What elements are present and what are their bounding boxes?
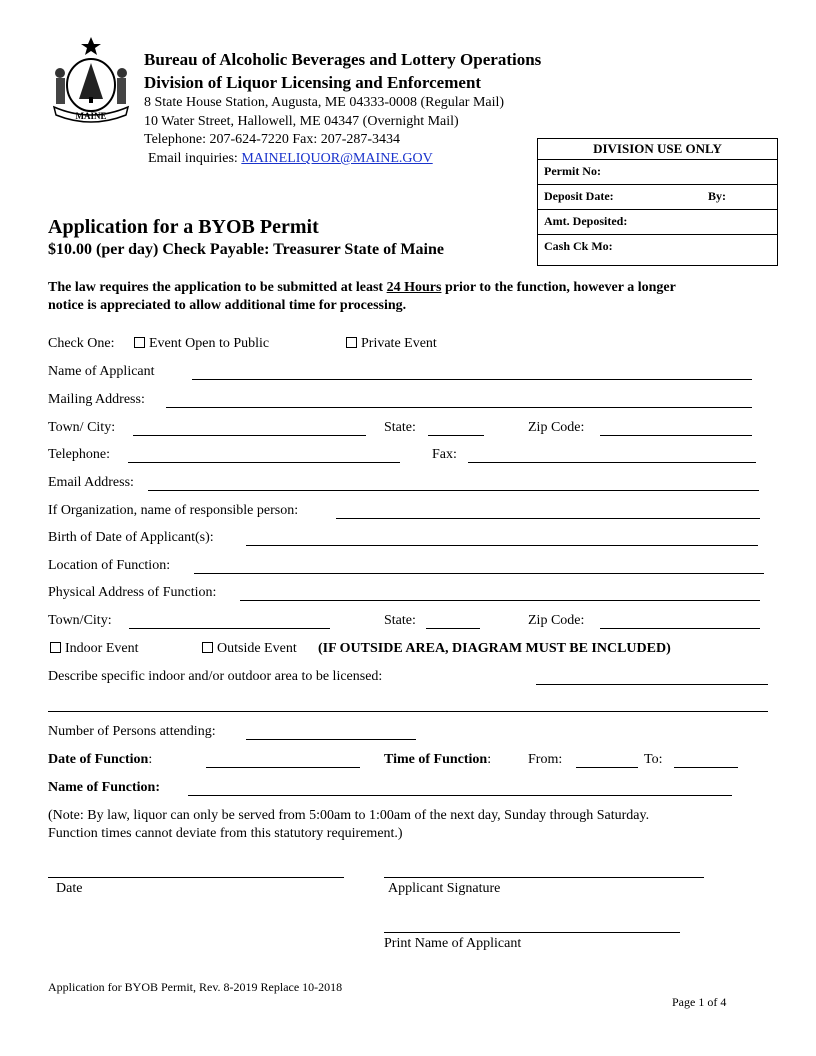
date-signature-label: Date bbox=[56, 881, 83, 896]
maine-state-seal bbox=[48, 33, 134, 127]
deposit-date-row: Deposit Date: By: bbox=[538, 184, 777, 209]
persons-label: Number of Persons attending: bbox=[48, 724, 216, 739]
address-regular: 8 State House Station, Augusta, ME 04333-0008 (Regular Mail) bbox=[144, 95, 505, 110]
state-label: State: bbox=[384, 420, 416, 435]
location-field[interactable] bbox=[194, 573, 764, 574]
town-city2-label: Town/City: bbox=[48, 613, 112, 628]
town-city2-field[interactable] bbox=[129, 628, 330, 629]
email-address-label: Email Address: bbox=[48, 475, 134, 490]
email-address-field[interactable] bbox=[148, 490, 759, 491]
date-function-field[interactable] bbox=[206, 767, 360, 768]
name-applicant-label: Name of Applicant bbox=[48, 364, 155, 379]
indoor-checkbox[interactable] bbox=[50, 642, 61, 653]
telephone-label: Telephone: bbox=[48, 447, 110, 462]
fax-label: Fax: bbox=[432, 447, 457, 462]
applicant-signature-field[interactable] bbox=[384, 877, 704, 878]
notice-line-1: The law requires the application to be submitted at least 24 Hours prior to the function, however a longer bbox=[48, 280, 676, 295]
from-label: From: bbox=[528, 752, 563, 767]
email-line bbox=[148, 151, 433, 167]
applicant-signature-label: Applicant Signature bbox=[388, 881, 501, 896]
to-label: To: bbox=[644, 752, 663, 767]
zip2-label: Zip Code: bbox=[528, 613, 585, 628]
svg-text:MAINE: MAINE bbox=[75, 111, 107, 121]
town-city-label: Town/ City: bbox=[48, 420, 116, 435]
to-field[interactable] bbox=[674, 767, 738, 768]
print-name-field[interactable] bbox=[384, 932, 680, 933]
zip-label: Zip Code: bbox=[528, 420, 585, 435]
bureau-name: Bureau of Alcoholic Beverages and Lottery Operations bbox=[144, 50, 542, 69]
zip-field[interactable] bbox=[600, 435, 752, 436]
email-label: Email inquiries: bbox=[148, 151, 238, 166]
outside-diagram-note: (IF OUTSIDE AREA, DIAGRAM MUST BE INCLUDED) bbox=[318, 641, 671, 656]
birth-date-field[interactable] bbox=[246, 545, 758, 546]
town-city-field[interactable] bbox=[133, 435, 366, 436]
form-subtitle: $10.00 (per day) Check Payable: Treasurer State of Maine bbox=[48, 241, 444, 258]
outside-checkbox[interactable] bbox=[202, 642, 213, 653]
time-function-label: Time of Function: bbox=[384, 752, 492, 767]
state2-label: State: bbox=[384, 613, 416, 628]
mailing-address-field[interactable] bbox=[166, 407, 752, 408]
persons-field[interactable] bbox=[246, 739, 416, 740]
state2-field[interactable] bbox=[426, 628, 480, 629]
from-field[interactable] bbox=[576, 767, 638, 768]
permit-no-row: Permit No: bbox=[538, 159, 777, 184]
division-use-box bbox=[537, 138, 778, 266]
open-public-checkbox[interactable] bbox=[134, 337, 145, 348]
describe-area-field-2[interactable] bbox=[48, 711, 768, 712]
note-line-2: Function times cannot deviate from this statutory requirement.) bbox=[48, 826, 403, 841]
open-public-option[interactable]: Event Open to Public bbox=[134, 336, 269, 352]
note-line-1: (Note: By law, liquor can only be served from 5:00am to 1:00am of the next day, Sunday through Saturday. bbox=[48, 808, 650, 823]
division-use-title: DIVISION USE ONLY bbox=[593, 141, 722, 156]
zip2-field[interactable] bbox=[600, 628, 760, 629]
state-field[interactable] bbox=[428, 435, 484, 436]
email-link[interactable]: MAINELIQUOR@MAINE.GOV bbox=[241, 151, 433, 166]
org-person-field[interactable] bbox=[336, 518, 760, 519]
date-function-label: Date of Function: bbox=[48, 752, 153, 767]
name-function-field[interactable] bbox=[188, 795, 732, 796]
indoor-option[interactable]: Indoor Event bbox=[50, 641, 138, 657]
amt-deposited-row: Amt. Deposited: bbox=[538, 209, 777, 234]
phone-fax: Telephone: 207-624-7220 Fax: 207-287-3434 bbox=[144, 132, 401, 147]
name-applicant-field[interactable] bbox=[192, 379, 752, 380]
address-overnight: 10 Water Street, Hallowell, ME 04347 (Overnight Mail) bbox=[144, 114, 459, 129]
fax-field[interactable] bbox=[468, 462, 756, 463]
notice-line-2: notice is appreciated to allow additional time for processing. bbox=[48, 298, 407, 313]
check-one-label: Check One: bbox=[48, 336, 115, 351]
org-person-label: If Organization, name of responsible person: bbox=[48, 503, 299, 518]
birth-date-label: Birth of Date of Applicant(s): bbox=[48, 530, 214, 545]
revision-footer: Application for BYOB Permit, Rev. 8-2019 Replace 10-2018 bbox=[48, 980, 343, 994]
division-name: Division of Liquor Licensing and Enforcement bbox=[144, 73, 482, 92]
print-name-label: Print Name of Applicant bbox=[384, 936, 522, 951]
private-event-checkbox[interactable] bbox=[346, 337, 357, 348]
date-signature-field[interactable] bbox=[48, 877, 344, 878]
mailing-address-label: Mailing Address: bbox=[48, 392, 145, 407]
outside-option[interactable]: Outside Event bbox=[202, 641, 297, 657]
describe-area-label: Describe specific indoor and/or outdoor area to be licensed: bbox=[48, 669, 383, 684]
describe-area-field-1[interactable] bbox=[536, 684, 768, 685]
physical-address-label: Physical Address of Function: bbox=[48, 585, 217, 600]
name-function-label: Name of Function: bbox=[48, 780, 160, 795]
physical-address-field[interactable] bbox=[240, 600, 760, 601]
location-label: Location of Function: bbox=[48, 558, 171, 573]
form-title: Application for a BYOB Permit bbox=[48, 216, 319, 238]
page-number: Page 1 of 4 bbox=[672, 995, 727, 1009]
cash-row: Cash Ck Mo: bbox=[538, 234, 777, 259]
private-event-option[interactable]: Private Event bbox=[346, 336, 437, 352]
telephone-field[interactable] bbox=[128, 462, 400, 463]
